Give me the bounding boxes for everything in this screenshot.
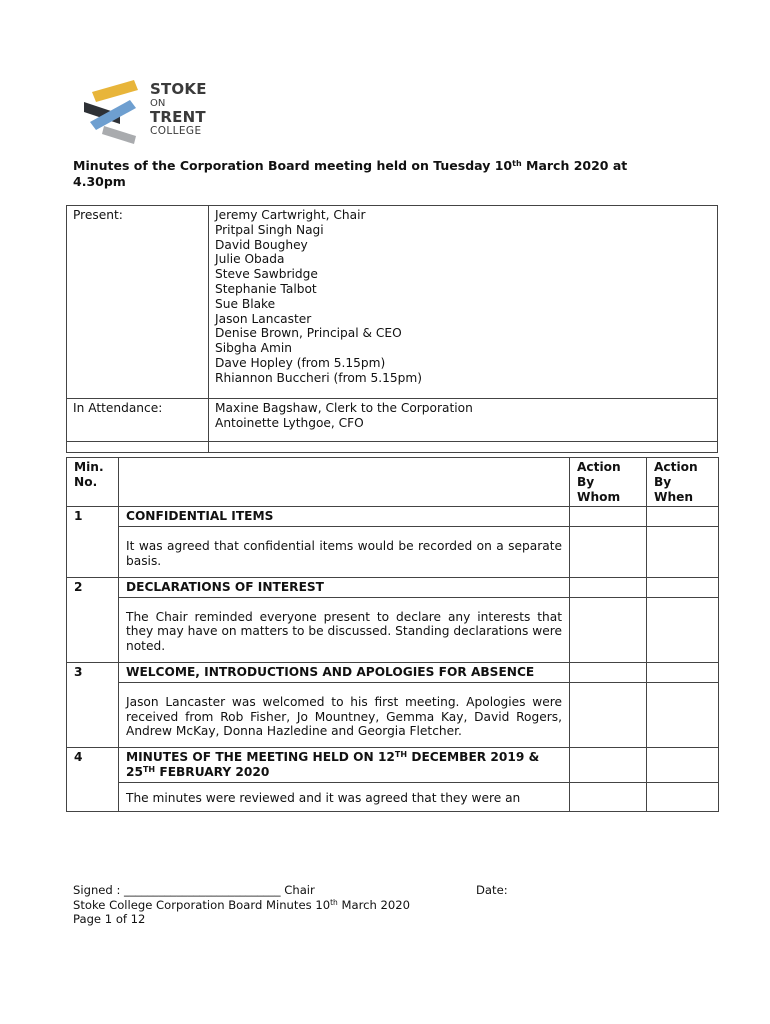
action-when-cell <box>647 597 719 662</box>
item-body: It was agreed that confidential items would be recorded on a separate basis. <box>119 527 570 578</box>
title-sup: th <box>512 159 522 168</box>
heading-part: FEBRUARY 2020 <box>155 764 270 779</box>
item-number: 2 <box>67 577 119 662</box>
attendance-name: Maxine Bagshaw, Clerk to the Corporation <box>215 401 473 415</box>
title-text-end: March 2020 at 4.30pm <box>73 158 628 189</box>
action-when-cell <box>647 527 719 578</box>
present-name: Sibgha Amin <box>215 341 292 356</box>
present-name: Dave Hopley (from 5.15pm) <box>215 355 386 370</box>
heading-sup: TH <box>142 764 156 774</box>
logo-on: ON <box>150 98 166 109</box>
action-whom-cell <box>570 507 647 527</box>
action-whom-cell <box>570 782 647 811</box>
footer-doc-title <box>73 898 410 913</box>
present-name: Rhiannon Buccheri (from 5.15pm) <box>215 370 423 385</box>
item-heading: CONFIDENTIAL ITEMS <box>119 507 570 527</box>
empty-cell <box>67 442 209 453</box>
item-body: The Chair reminded everyone present to declare any interests that they may have on matters to be discussed. Standing declarations were noted. <box>119 597 570 662</box>
heading-part: DECEMBER 2019 & 25 <box>126 750 540 779</box>
present-name: Jason Lancaster <box>215 311 312 326</box>
item-body: Jason Lancaster was welcomed to his first meeting. Apologies were received from Rob Fisher, Jo Mountney, Gemma Kay, David Rogers, Andrew McKay, Donna Hazledine and Georgia Fletcher. <box>119 682 570 747</box>
action-when-cell <box>647 682 719 747</box>
action-whom-cell <box>570 527 647 578</box>
header-action-by-when: Action By When <box>647 458 719 507</box>
item-heading: DECLARATIONS OF INTEREST <box>119 577 570 597</box>
heading-sup: TH <box>394 750 408 760</box>
college-logo <box>82 78 222 144</box>
present-name: Stephanie Talbot <box>215 281 317 296</box>
present-name: David Boughey <box>215 237 308 252</box>
footer-doc-text-end: March 2020 <box>337 897 410 912</box>
action-when-cell <box>647 662 719 682</box>
present-name: Jeremy Cartwright, Chair <box>215 208 366 222</box>
action-whom-cell <box>570 577 647 597</box>
attendance-name: Antoinette Lythgoe, CFO <box>215 415 364 430</box>
present-name: Pritpal Singh Nagi <box>215 222 324 237</box>
present-name: Julie Obada <box>215 252 285 267</box>
minutes-table <box>66 457 719 812</box>
action-when-cell <box>647 577 719 597</box>
item-number: 4 <box>67 748 119 812</box>
logo-wordmark <box>150 82 207 137</box>
date-label: Date: <box>476 883 508 897</box>
logo-emblem-icon <box>82 78 144 144</box>
document-title <box>73 158 673 190</box>
attendance-list <box>209 399 718 442</box>
present-name: Steve Sawbridge <box>215 267 318 282</box>
heading-part: MINUTES OF THE MEETING HELD ON 12 <box>126 750 395 765</box>
empty-cell <box>209 442 718 453</box>
signed-line: Signed : ___________________________ Chair <box>73 883 315 897</box>
logo-stoke: STOKE <box>150 80 207 98</box>
action-when-cell <box>647 507 719 527</box>
header-min-no: Min. No. <box>67 458 119 507</box>
footer-doc-text: Stoke College Corporation Board Minutes 10 <box>73 897 331 912</box>
logo-trent: TRENT <box>150 108 206 126</box>
header-action-by-whom: Action By Whom <box>570 458 647 507</box>
present-label: Present: <box>67 206 209 399</box>
attendance-label: In Attendance: <box>67 399 209 442</box>
footer-doc-sup: th <box>330 897 338 907</box>
action-whom-cell <box>570 662 647 682</box>
action-whom-cell <box>570 682 647 747</box>
item-body: The minutes were reviewed and it was agreed that they were an <box>119 782 570 811</box>
item-heading: WELCOME, INTRODUCTIONS AND APOLOGIES FOR ABSENCE <box>119 662 570 682</box>
present-name: Sue Blake <box>215 296 276 311</box>
action-when-cell <box>647 782 719 811</box>
title-text: Minutes of the Corporation Board meeting held on Tuesday 10 <box>73 158 513 173</box>
item-number: 3 <box>67 662 119 747</box>
present-name: Denise Brown, Principal & CEO <box>215 326 402 341</box>
page-number: Page 1 of 12 <box>73 912 146 926</box>
action-whom-cell <box>570 597 647 662</box>
action-when-cell <box>647 748 719 783</box>
header-blank <box>119 458 570 507</box>
action-whom-cell <box>570 748 647 783</box>
logo-college: COLLEGE <box>150 125 202 137</box>
present-list <box>209 206 718 399</box>
item-number: 1 <box>67 507 119 577</box>
page-footer <box>73 883 410 927</box>
attendees-table <box>66 205 718 453</box>
item-heading <box>119 748 570 783</box>
